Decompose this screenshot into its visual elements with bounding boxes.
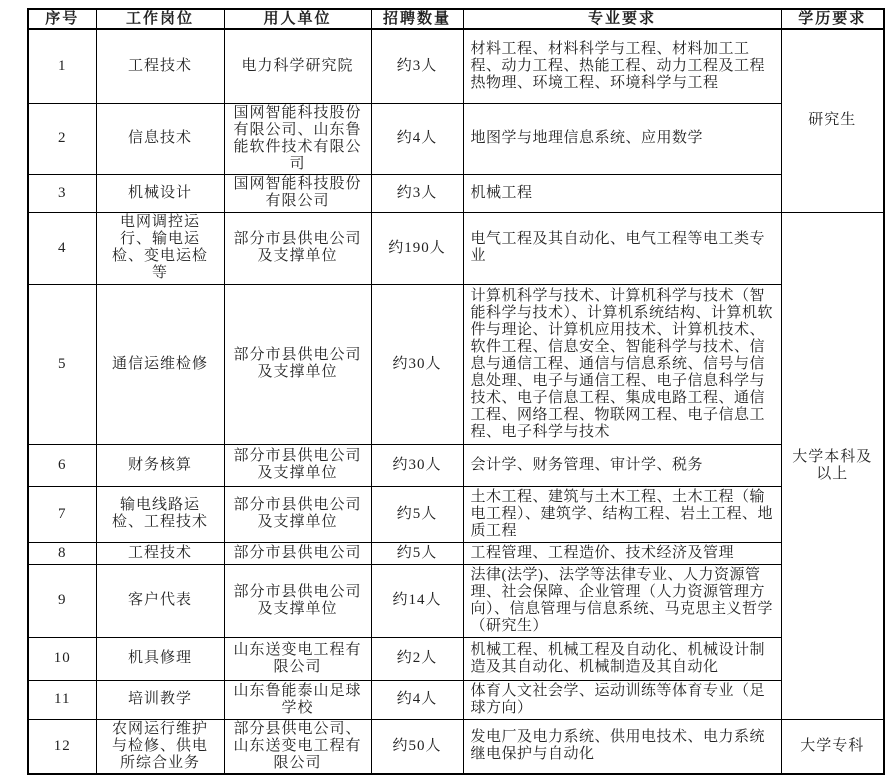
cell-position: 客户代表 [96, 564, 224, 637]
cell-count: 约30人 [371, 444, 463, 486]
col-header-no: 序号 [28, 9, 96, 29]
cell-count: 约4人 [371, 680, 463, 719]
table-header [28, 9, 884, 29]
cell-majors: 计算机科学与技术、计算机科学与技术（智能科学与技术）、计算机系统结构、计算机软件与理论、计算机应用技术、计算机技术、软件工程、信息安全、智能科学与技术、信息与通信工程、通信与信息系统、信号与信息处理、电子与通信工程、电子信息科学与技术、电子信息工程、集成电路工程、通信工程、网络工程、物联网工程、电子信息工程、电子科学与技术 [463, 284, 781, 444]
cell-majors: 机械工程 [463, 174, 781, 212]
cell-employer: 国网智能科技股份有限公司、山东鲁能软件技术有限公司 [224, 103, 371, 174]
recruitment-table [27, 8, 885, 775]
cell-no: 8 [28, 542, 96, 564]
cell-education: 研究生 [781, 29, 884, 212]
cell-majors: 发电厂及电力系统、供用电技术、电力系统继电保护与自动化 [463, 719, 781, 774]
table-row [28, 103, 884, 174]
cell-position: 财务核算 [96, 444, 224, 486]
cell-no: 4 [28, 212, 96, 284]
cell-count: 约30人 [371, 284, 463, 444]
cell-education: 大学本科及以上 [781, 212, 884, 719]
cell-education: 大学专科 [781, 719, 884, 774]
table-row [28, 637, 884, 680]
table-row [28, 174, 884, 212]
cell-no: 11 [28, 680, 96, 719]
cell-count: 约3人 [371, 174, 463, 212]
cell-majors: 工程管理、工程造价、技术经济及管理 [463, 542, 781, 564]
cell-majors: 会计学、财务管理、审计学、税务 [463, 444, 781, 486]
cell-position: 机具修理 [96, 637, 224, 680]
table-row [28, 564, 884, 637]
cell-employer: 山东送变电工程有限公司 [224, 637, 371, 680]
cell-no: 7 [28, 486, 96, 542]
cell-majors: 地图学与地理信息系统、应用数学 [463, 103, 781, 174]
cell-majors: 材料工程、材料科学与工程、材料加工工程、动力工程、热能工程、动力工程及工程热物理、环境工程、环境科学与工程 [463, 29, 781, 103]
table-row [28, 680, 884, 719]
cell-no: 1 [28, 29, 96, 103]
cell-employer: 部分市县供电公司及支撑单位 [224, 444, 371, 486]
cell-employer: 部分县供电公司、山东送变电工程有限公司 [224, 719, 371, 774]
cell-majors: 土木工程、建筑与土木工程、土木工程（输电工程）、建筑学、结构工程、岩土工程、地质工程 [463, 486, 781, 542]
cell-employer: 部分市县供电公司及支撑单位 [224, 486, 371, 542]
cell-majors: 电气工程及其自动化、电气工程等电工类专业 [463, 212, 781, 284]
table-row [28, 444, 884, 486]
cell-position: 机械设计 [96, 174, 224, 212]
cell-no: 6 [28, 444, 96, 486]
cell-position: 工程技术 [96, 29, 224, 103]
table-row [28, 284, 884, 444]
cell-no: 10 [28, 637, 96, 680]
col-header-count: 招聘数量 [371, 9, 463, 29]
cell-count: 约190人 [371, 212, 463, 284]
cell-position: 农网运行维护与检修、供电所综合业务 [96, 719, 224, 774]
cell-no: 2 [28, 103, 96, 174]
table-row [28, 29, 884, 103]
cell-no: 3 [28, 174, 96, 212]
cell-no: 9 [28, 564, 96, 637]
col-header-employer: 用人单位 [224, 9, 371, 29]
cell-count: 约50人 [371, 719, 463, 774]
cell-majors: 体育人文社会学、运动训练等体育专业（足球方向） [463, 680, 781, 719]
cell-employer: 山东鲁能泰山足球学校 [224, 680, 371, 719]
col-header-majors: 专业要求 [463, 9, 781, 29]
cell-count: 约5人 [371, 486, 463, 542]
cell-employer: 国网智能科技股份有限公司 [224, 174, 371, 212]
cell-position: 信息技术 [96, 103, 224, 174]
cell-position: 电网调控运行、输电运检、变电运检等 [96, 212, 224, 284]
cell-position: 工程技术 [96, 542, 224, 564]
cell-count: 约4人 [371, 103, 463, 174]
table-row [28, 212, 884, 284]
cell-employer: 部分市县供电公司及支撑单位 [224, 284, 371, 444]
cell-count: 约3人 [371, 29, 463, 103]
cell-no: 12 [28, 719, 96, 774]
cell-employer: 电力科学研究院 [224, 29, 371, 103]
cell-majors: 法律(法学)、法学等法律专业、人力资源管理、社会保障、企业管理（人力资源管理方向）、信息管理与信息系统、马克思主义哲学（研究生） [463, 564, 781, 637]
cell-count: 约2人 [371, 637, 463, 680]
cell-employer: 部分市县供电公司及支撑单位 [224, 564, 371, 637]
cell-count: 约5人 [371, 542, 463, 564]
cell-majors: 机械工程、机械工程及自动化、机械设计制造及其自动化、机械制造及其自动化 [463, 637, 781, 680]
table-body [28, 29, 884, 774]
table-row [28, 542, 884, 564]
cell-position: 输电线路运检、工程技术 [96, 486, 224, 542]
header-row [28, 9, 884, 29]
cell-no: 5 [28, 284, 96, 444]
cell-position: 通信运维检修 [96, 284, 224, 444]
table-row [28, 719, 884, 774]
cell-employer: 部分市县供电公司 [224, 542, 371, 564]
cell-count: 约14人 [371, 564, 463, 637]
table-row [28, 486, 884, 542]
col-header-education: 学历要求 [781, 9, 884, 29]
cell-position: 培训教学 [96, 680, 224, 719]
cell-employer: 部分市县供电公司及支撑单位 [224, 212, 371, 284]
col-header-position: 工作岗位 [96, 9, 224, 29]
